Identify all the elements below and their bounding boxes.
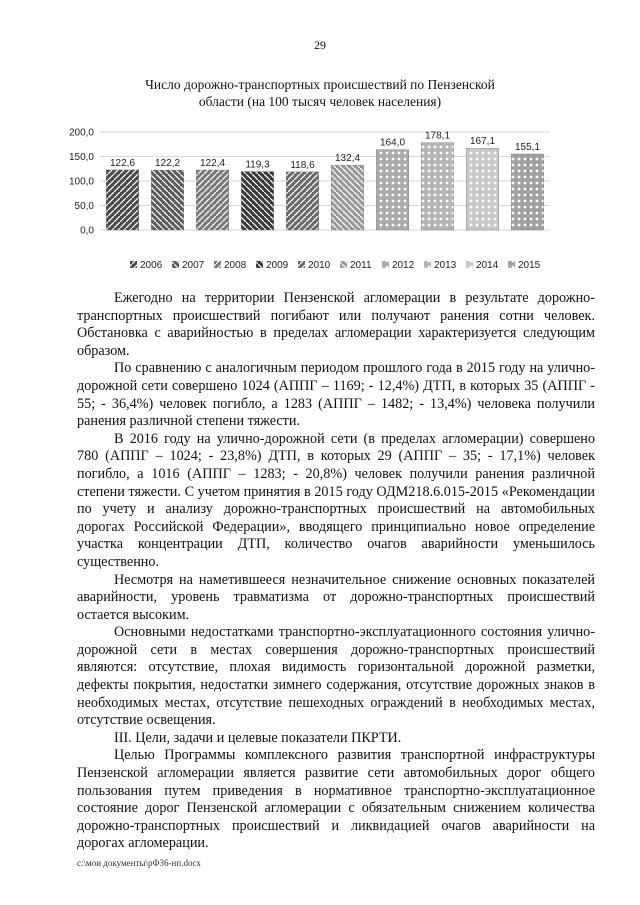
y-tick-label: 0,0 <box>80 225 94 237</box>
legend-swatch <box>172 261 179 268</box>
data-label: 132,4 <box>334 153 361 165</box>
data-label: 178,1 <box>424 130 451 142</box>
legend-label: 2006 <box>140 260 163 271</box>
bar-2011 <box>331 165 363 230</box>
legend-label: 2013 <box>434 260 457 271</box>
paragraph: Целью Программы комплексного развития транспортной инфраструктуры Пензенской агломерации является развитие сети автомобильных дорог общего пользования путем приведения в нормативное транспортно-эксплуатационное состояние дорог Пензенской агломерации с обязательным снижением количества дорожно-транспортных происшествий и ликвидацией очагов аварийности на дорогах агломерации. <box>77 747 595 852</box>
legend-label: 2011 <box>350 260 372 271</box>
chart-title-line-2: области (на 100 тысяч человек населения) <box>198 94 442 109</box>
legend-swatch <box>214 261 221 268</box>
data-label: 167,1 <box>469 136 496 148</box>
bar-2008 <box>196 170 228 230</box>
y-tick-label: 150,0 <box>68 152 94 163</box>
bar-2009 <box>241 172 273 230</box>
y-tick-label: 50,0 <box>74 201 94 212</box>
page-number: 29 <box>314 38 326 52</box>
bar-2010 <box>286 172 318 230</box>
legend-swatch <box>466 261 473 268</box>
legend-swatch <box>508 261 515 268</box>
bar-2014 <box>466 148 498 230</box>
legend-swatch <box>298 261 305 268</box>
paragraph: В 2016 году на улично-дорожной сети (в пределах агломерации) совершено 780 (АППГ – 1024; - 23,8%) ДТП, в которых 29 (АППГ – 35; - 17,1%) человек погибло, а 1016 (АППГ – 1283; - 20,8%) человек получили ранения различной степени тяжести. С учетом принятия в 2015 году ОДМ218.6.015-2015 «Рекомендации по учету и анализу дорожно-транспортных происшествий на автомобильных дорогах Российской Федерации», вводящего принципиально новое определение участка концентрации ДТП, количество очагов аварийности уменьшилось существенно. <box>77 430 595 570</box>
paragraph: Несмотря на наметившееся незначительное снижение основных показателей аварийности, уровень травматизма от дорожно-транспортных происшествий остается высоким. <box>77 571 595 623</box>
bar-2007 <box>151 170 183 230</box>
legend-label: 2008 <box>224 260 247 271</box>
section-heading: III. Цели, задачи и целевые показатели ПКРТИ. <box>114 729 402 746</box>
footer-file-path: c:\мои документы\рФ36-нп.docx <box>77 858 201 868</box>
legend-label: 2015 <box>518 260 541 271</box>
legend-label: 2012 <box>392 260 415 271</box>
legend-label: 2009 <box>266 260 289 271</box>
data-label: 164,0 <box>379 137 406 149</box>
data-label: 122,2 <box>154 158 181 170</box>
data-label: 119,3 <box>245 159 270 171</box>
data-label: 155,1 <box>514 142 541 154</box>
bar-2012 <box>376 150 408 230</box>
legend-swatch <box>340 261 347 268</box>
bar-chart <box>60 120 560 282</box>
y-tick-label: 200,0 <box>68 127 94 139</box>
legend-swatch <box>424 261 431 268</box>
chart-title <box>120 76 520 110</box>
y-tick-label: 100,0 <box>68 176 94 188</box>
legend-swatch <box>256 261 263 268</box>
data-label: 122,4 <box>199 158 226 170</box>
paragraph: Основными недостатками транспортно-эксплуатационного состояния улично-дорожной сети в местах совершения дорожно-транспортных происшествий являются: отсутствие, плохая видимость горизонтальной дорожной разметки, дефекты покрытия, недостатки зимнего содержания, отсутствие дорожных знаков в необходимых местах, отсутствие пешеходных ограждений в необходимых местах, отсутствие освещения. <box>77 624 595 729</box>
paragraph: По сравнению с аналогичным периодом прошлого года в 2015 году на улично-дорожной сети совершено 1024 (АППГ – 1169; - 12,4%) ДТП, в которых 35 (АППГ - 55; - 36,4%) человек погибло, а 1283 (АППГ – 1482; - 13,4%) человека получили ранения различной степени тяжести. <box>77 360 595 430</box>
legend-label: 2010 <box>308 260 331 271</box>
legend-swatch <box>130 261 137 268</box>
legend-swatch <box>382 261 389 268</box>
paragraph: Ежегодно на территории Пензенской агломерации в результате дорожно-транспортных происшествий погибают или получают ранения сотни человек. Обстановка с аварийностью в пределах агломерации характеризуется следующим образом. <box>77 290 595 359</box>
bar-2013 <box>421 143 453 230</box>
legend-label: 2007 <box>182 260 205 271</box>
chart-title-line-1: Число дорожно-транспортных происшествий по Пензенской <box>145 77 495 92</box>
bar-2015 <box>511 154 543 230</box>
body-text <box>77 290 595 853</box>
bar-2006 <box>106 170 138 230</box>
legend-label: 2014 <box>476 260 499 271</box>
data-label: 122,6 <box>109 157 136 169</box>
data-label: 118,6 <box>290 159 315 171</box>
